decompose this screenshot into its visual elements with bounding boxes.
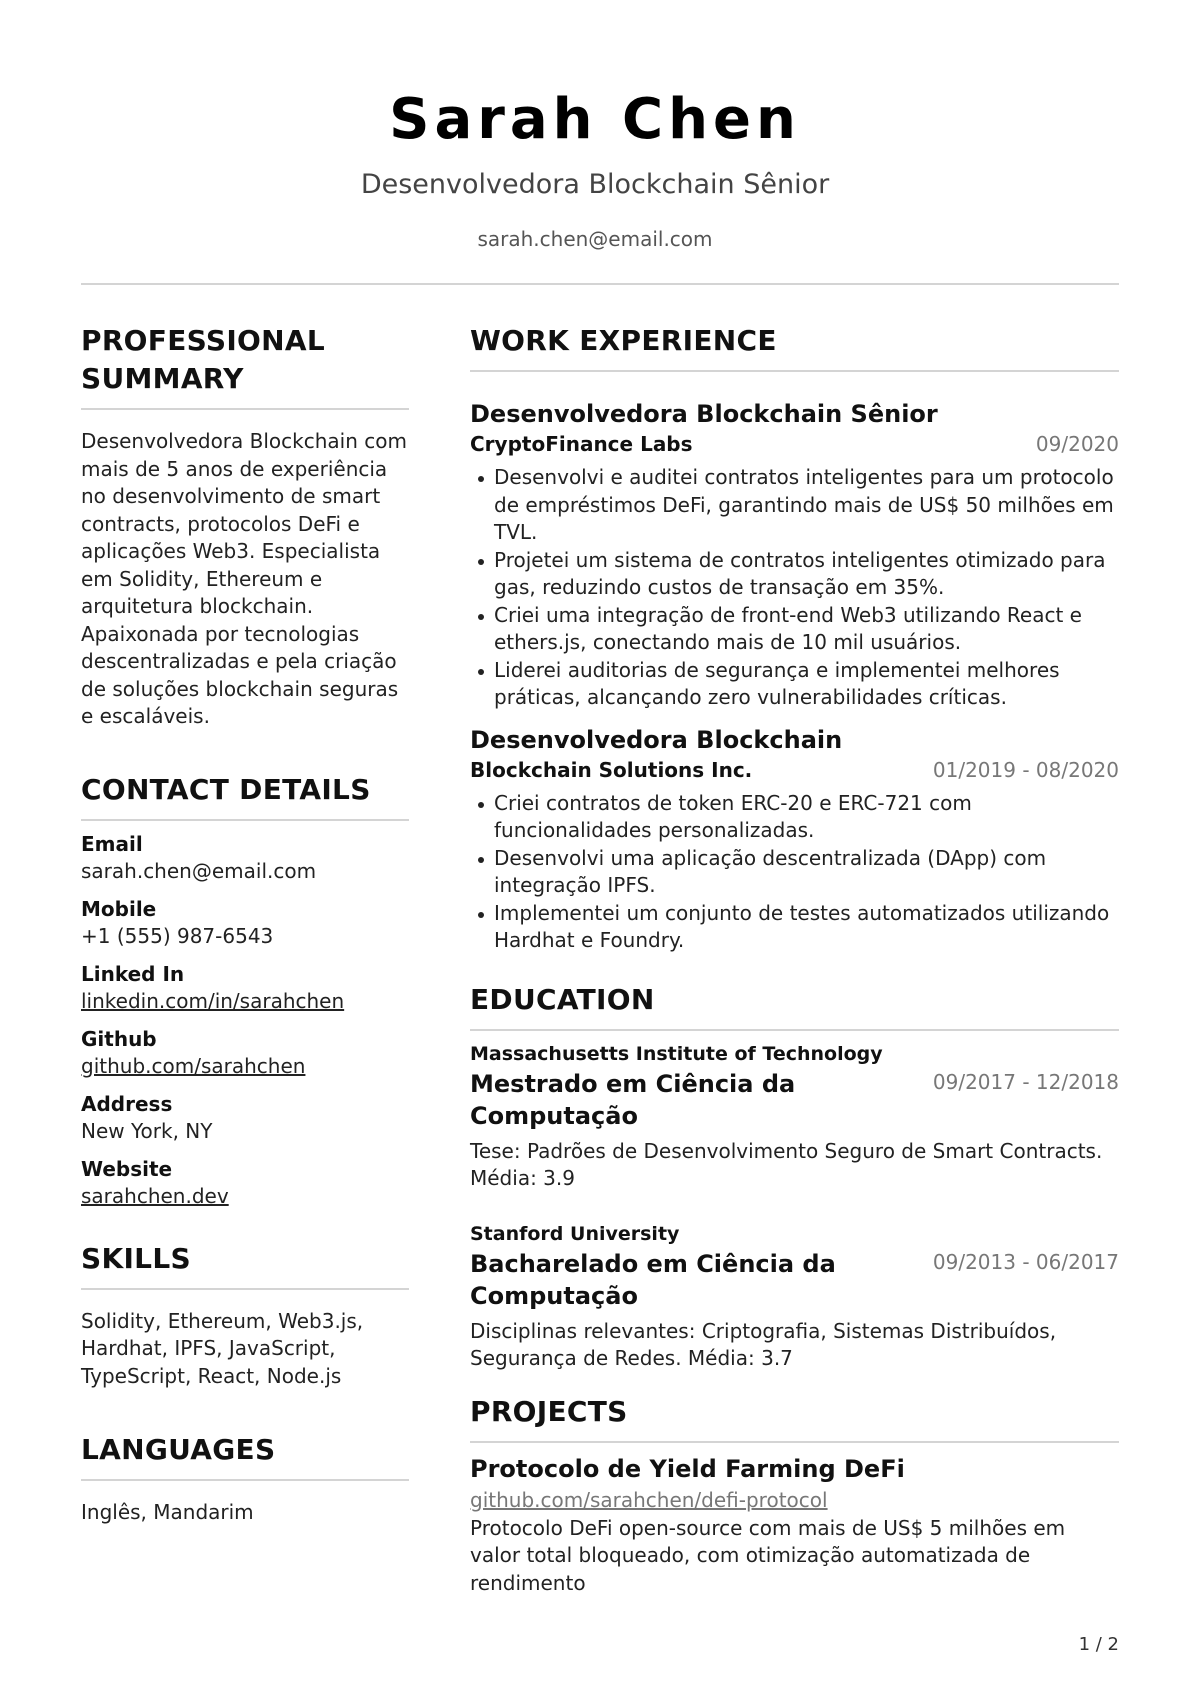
contact-github-label: Github [81,1026,157,1051]
education-date: 09/2013 - 06/2017 [932,1249,1119,1274]
bullet-item: Criei uma integração de front-end Web3 utilizando React e ethers.js, conectando mais de 10 mil usuários. [470,602,1119,657]
project-entry [470,1453,1119,1598]
contact-mobile [81,896,409,950]
left-column [81,322,409,1527]
job-entry [470,724,1119,955]
degree-row [470,1068,1119,1132]
contact-github [81,1026,409,1080]
summary-text: Desenvolvedora Blockchain com mais de 5 anos de experiência no desenvolvimento de smart contracts, protocolos DeFi e aplicações Web3. Especialista em Solidity, Ethereum e arquitetura blockchain. Apaixonada por tecnologias descentralizadas e pela criação de soluções blockchain seguras e escaláveis. [81,429,407,728]
skills-section [81,1240,409,1391]
projects-section [470,1393,1119,1598]
candidate-title: Desenvolvedora Blockchain Sênior [360,169,830,200]
contact-list [81,831,409,1210]
project-title: Protocolo de Yield Farming DeFi [470,1454,905,1483]
school-name: Massachusetts Institute of Technology [470,1042,883,1065]
languages-section [81,1431,409,1527]
contact-address [81,1091,409,1145]
linkedin-link[interactable]: linkedin.com/in/sarahchen [81,988,345,1013]
bullet-item: Desenvolvi uma aplicação descentralizada (DApp) com integração IPFS. [470,845,1119,900]
contact-email [81,831,409,885]
education-date: 09/2017 - 12/2018 [932,1069,1119,1094]
contact-email-label: Email [81,831,143,856]
bullet-item: Implementei um conjunto de testes automatizados utilizando Hardhat e Foundry. [470,900,1119,955]
github-link[interactable]: github.com/sarahchen [81,1053,306,1078]
job-entry [470,398,1119,712]
header-divider [81,283,1119,285]
school-name: Stanford University [470,1222,680,1245]
projects-heading: PROJECTS [470,1394,628,1428]
contact-address-value: New York, NY [81,1118,213,1143]
contact-website-label: Website [81,1156,173,1181]
education-desc: Tese: Padrões de Desenvolvimento Seguro de Smart Contracts. Média: 3.9 [470,1138,1103,1190]
company-name: Blockchain Solutions Inc. [470,757,753,782]
skills-text: Solidity, Ethereum, Web3.js, Hardhat, IPFS, JavaScript, TypeScript, React, Node.js [81,1308,364,1388]
languages-heading: LANGUAGES [81,1433,276,1466]
degree-row [470,1248,1119,1312]
section-divider [470,370,1119,372]
education-entry [470,1221,1119,1373]
job-meta [470,756,1119,784]
work-heading: WORK EXPERIENCE [470,324,777,357]
job-title: Desenvolvedora Blockchain Sênior [470,400,938,428]
job-meta [470,430,1119,458]
right-column [470,322,1119,1597]
job-bullets [470,464,1119,712]
degree-name: Mestrado em Ciência da Computação [470,1069,796,1130]
job-title: Desenvolvedora Blockchain [470,725,843,754]
project-link[interactable]: github.com/sarahchen/defi-protocol [470,1487,828,1512]
section-divider [470,1029,1119,1031]
job-date: 01/2019 - 08/2020 [932,757,1119,782]
bullet-item: Criei contratos de token ERC-20 e ERC-721 com funcionalidades personalizadas. [470,790,1119,845]
education-desc: Disciplinas relevantes: Criptografia, Sistemas Distribuídos, Segurança de Redes. Média: 3.7 [470,1318,1057,1370]
education-heading: EDUCATION [470,982,655,1016]
page-number: 1 / 2 [1078,1634,1119,1655]
contact-website [81,1156,409,1210]
contact-address-label: Address [81,1091,173,1116]
section-divider [470,1441,1119,1443]
contact-section [81,771,409,1210]
skills-heading: SKILLS [81,1241,191,1275]
section-divider [81,1288,409,1290]
bullet-item: Projetei um sistema de contratos inteligentes otimizado para gas, reduzindo custos de transação em 35%. [470,547,1119,602]
section-divider [81,1479,409,1481]
summary-section [81,322,409,731]
contact-linkedin-label: Linked In [81,961,185,986]
degree-name: Bacharelado em Ciência da Computação [470,1249,836,1310]
website-link[interactable]: sarahchen.dev [81,1183,229,1208]
section-divider [81,819,409,821]
bullet-item: Liderei auditorias de segurança e implementei melhores práticas, alcançando zero vulnerabilidades críticas. [470,657,1119,712]
work-section [470,322,1119,955]
contact-email-value: sarah.chen@email.com [81,858,317,883]
job-date: 09/2020 [1035,432,1119,456]
job-bullets [470,790,1119,955]
project-desc: Protocolo DeFi open-source com mais de US$ 5 milhões em valor total bloqueado, com otimização automatizada de rendimento [470,1515,1066,1595]
bullet-item: Desenvolvi e auditei contratos inteligentes para um protocolo de empréstimos DeFi, garantindo mais de US$ 50 milhões em TVL. [470,464,1119,547]
header-email: sarah.chen@email.com [477,227,713,251]
education-section [470,981,1119,1373]
summary-heading: PROFESSIONAL SUMMARY [81,324,325,395]
contact-mobile-value: +1 (555) 987-6543 [81,923,274,948]
contact-mobile-label: Mobile [81,896,157,921]
education-entry [470,1041,1119,1193]
candidate-name: Sarah Chen [389,87,801,152]
contact-heading: CONTACT DETAILS [81,772,371,806]
languages-text: Inglês, Mandarim [81,1500,254,1524]
company-name: CryptoFinance Labs [470,432,693,456]
contact-linkedin [81,961,409,1015]
section-divider [81,408,409,410]
